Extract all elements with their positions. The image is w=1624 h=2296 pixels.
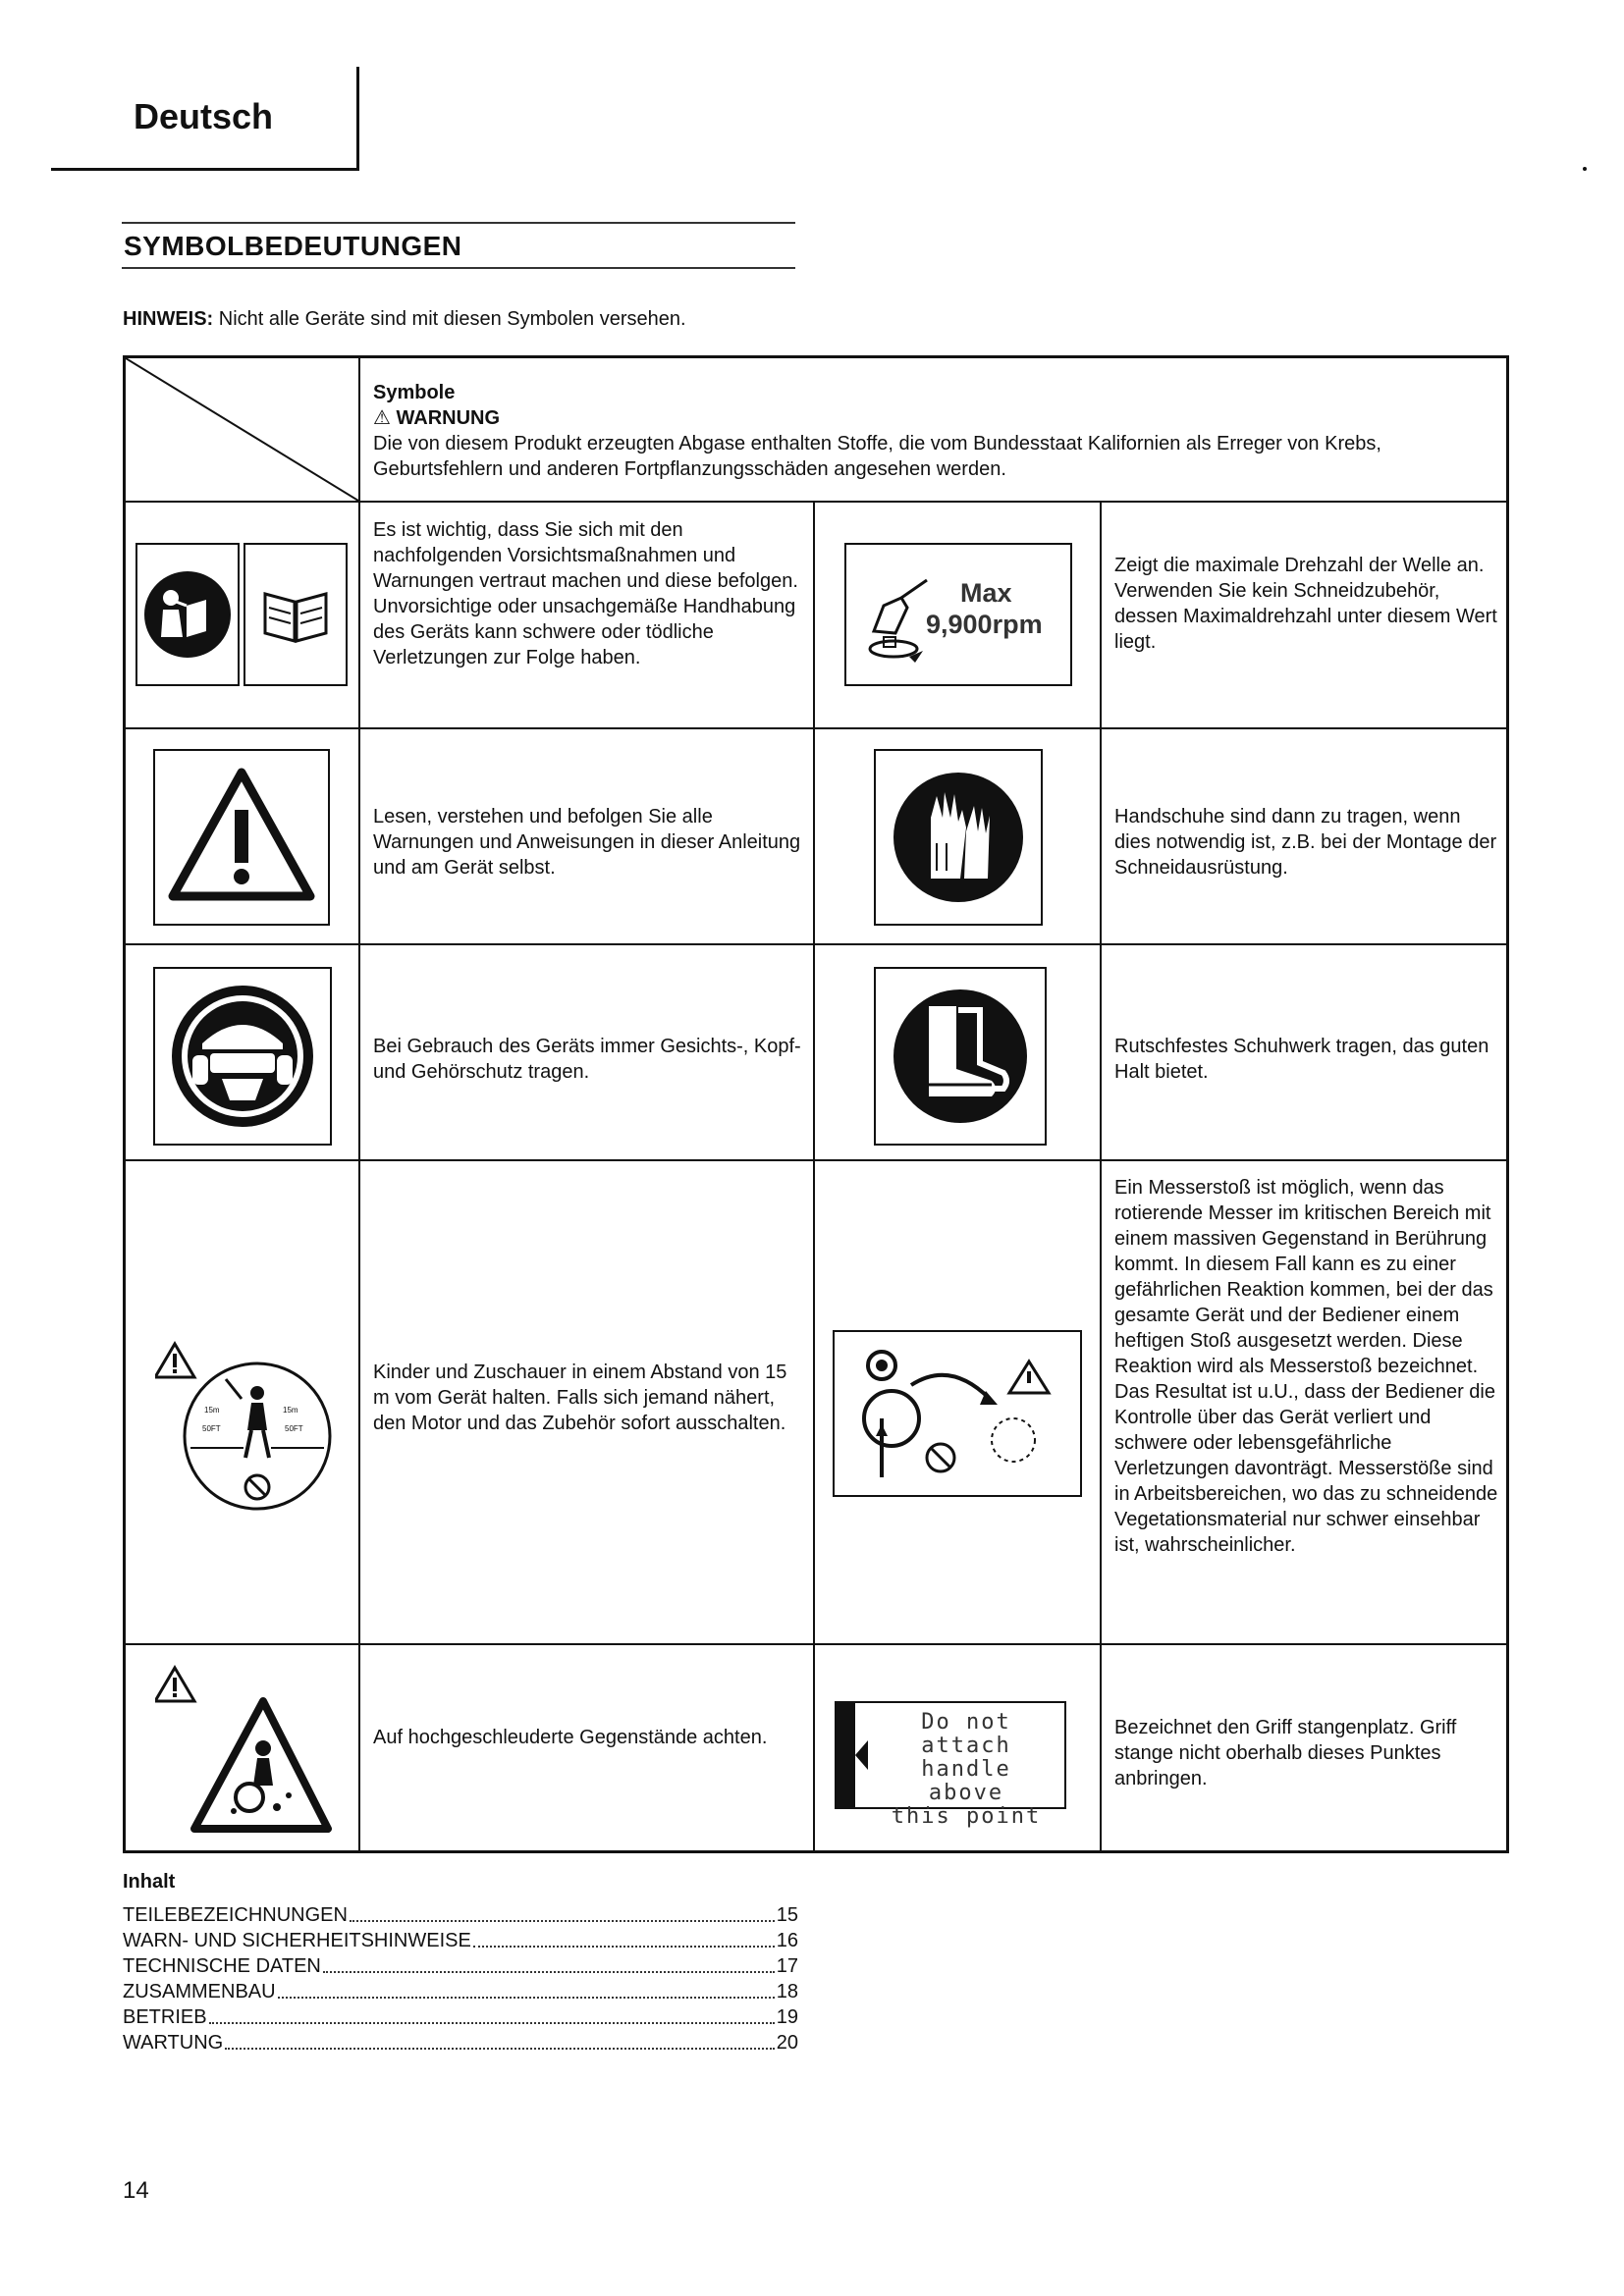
note-label: HINWEIS: [123,308,214,330]
toc-leader [278,1979,775,1999]
manual-book-icon [244,543,348,686]
warning-triangle-icon [153,749,330,926]
rpm-max-label: Max [960,578,1012,608]
section-heading [122,222,795,269]
handle-line3: this point [891,1804,1042,1829]
note-text: Nicht alle Geräte sind mit diesen Symbolen versehen. [213,308,686,330]
handle-line2: handle above [921,1757,1011,1805]
distance-15m-left: 15m [204,1406,220,1415]
header-diagonal [126,358,358,501]
safety-boots-icon [874,967,1047,1146]
distance-label-left-ft [202,1424,221,1433]
handle-label-text [878,1711,1055,1829]
toc-item-label: TEILEBEZEICHNUNGEN [123,1904,348,1926]
symbols-title: Symbole [373,382,456,403]
distance-label-left [204,1406,220,1415]
bystander-distance-icon [155,1340,334,1517]
row-divider [126,727,1506,729]
kickback-icon [833,1330,1082,1497]
handle-line1: Do not attach [921,1710,1011,1758]
toc-leader [209,2004,775,2024]
column-divider [358,358,360,1850]
row2-left-text: Lesen, verstehen und befolgen Sie alle Warnungen und Anweisungen in dieser Anleitung und am Gerät selbst. [373,806,801,879]
row-divider [126,1643,1506,1645]
toc-item-page: 19 [776,2006,798,2028]
distance-label-right [283,1406,298,1415]
toc-item-label: WARTUNG [123,2032,224,2054]
row-divider [126,1159,1506,1161]
page-number: 14 [123,2177,149,2204]
row1-left-text: Es ist wichtig, dass Sie sich mit den nachfolgenden Vorsichtsmaßnahmen und Warnungen vertraut machen und diese befolgen. Unvorsichtige oder unsachgemäße Handhabung des Geräts kann schwere oder tödliche Verletzungen zur Folge haben. [373,519,798,668]
row3-left-text: Bei Gebrauch des Geräts immer Gesichts-, Kopf- und Gehörschutz tragen. [373,1036,801,1083]
distance-50ft-left: 50FT [202,1424,221,1433]
toc-leader [323,1953,775,1973]
toc-leader [225,2030,775,2050]
head-protection-icon [153,967,332,1146]
rpm-value-label: 9,900rpm [926,610,1043,639]
row1-right-text: Zeigt die maximale Drehzahl der Welle an. Verwenden Sie kein Schneidzubehör, dessen Maximaldrehzahl unter diesem Wert liegt. [1114,555,1497,653]
row5-right-text: Bezeichnet den Griff stangenplatz. Griff stange nicht oberhalb dieses Punktes anbringen. [1114,1717,1457,1789]
toc-item[interactable] [123,1928,798,1953]
warning-label: WARNUNG [396,407,501,429]
symbol-table [123,355,1509,1853]
contents-title: Inhalt [123,1871,176,1893]
column-divider [813,501,815,1850]
row3-right-text: Rutschfestes Schuhwerk tragen, das guten Halt bietet. [1114,1036,1489,1083]
toc-leader [350,1902,775,1922]
warning-text: Die von diesem Produkt erzeugten Abgase enthalten Stoffe, die vom Bundesstaat Kalifornien als Erreger von Krebs, Geburtsfehlern und anderen Fortpflanzungsschäden angesehen werden. [373,433,1381,480]
page-mark [1583,167,1587,171]
toc-item[interactable] [123,2004,798,2030]
gloves-icon [874,749,1043,926]
row5-left-text: Auf hochgeschleuderte Gegenstände achten. [373,1727,768,1748]
row-divider [126,501,1506,503]
warning-heading [373,405,1492,431]
warning-icon: ⚠ [373,407,391,429]
thrown-objects-icon [155,1664,332,1837]
row4-right-text: Ein Messerstoß ist möglich, wenn das rotierende Messer im kritischen Bereich mit einem massiven Gegenstand in Berührung kommt. In diesem Fall kann es zu einer gefährlichen Reaktion kommen, bei der das gesamte Gerät und der Bediener einem heftigen Stoß ausgesetzt werden. Diese Reaktion wird als Messerstoß bezeichnet. Das Resultat ist u.U., dass der Bediener die Kontrolle über das Gerät verliert und schwere oder lebensgefährliche Verletzungen davonträgt. Messerstöße sind in Arbeitsbereichen, wo das zu schneidende Vegetationsmaterial nur schwer einsehbar ist, wahrscheinlicher. [1114,1177,1498,1556]
toc-item-label: ZUSAMMENBAU [123,1981,276,2002]
row2-right-text: Handschuhe sind dann zu tragen, wenn dies notwendig ist, z.B. bei der Montage der Schneidausrüstung. [1114,806,1497,879]
read-manual-icon [135,543,240,686]
table-of-contents [123,1902,798,2056]
row-divider [126,943,1506,945]
toc-item-page: 15 [776,1904,798,1926]
note [123,308,686,331]
toc-item-page: 16 [776,1930,798,1951]
section-title: SYMBOLBEDEUTUNGEN [124,231,462,261]
distance-50ft-right: 50FT [285,1424,303,1433]
toc-item[interactable] [123,2030,798,2056]
toc-leader [473,1928,775,1948]
distance-15m-right: 15m [283,1406,298,1415]
toc-item[interactable] [123,1953,798,1979]
toc-item-page: 17 [776,1955,798,1977]
header-cell [373,380,1492,482]
toc-item[interactable] [123,1979,798,2004]
language-tab [51,67,359,171]
toc-item[interactable] [123,1902,798,1928]
row4-left-text: Kinder und Zuschauer in einem Abstand von 15 m vom Gerät halten. Falls sich jemand nähert, den Motor und das Zubehör sofort ausschalten. [373,1362,787,1434]
toc-item-page: 18 [776,1981,798,2002]
toc-item-label: TECHNISCHE DATEN [123,1955,321,1977]
language-label: Deutsch [134,96,274,136]
distance-label-right-ft [285,1424,303,1433]
toc-item-label: WARN- UND SICHERHEITSHINWEISE [123,1930,471,1951]
toc-item-page: 20 [776,2032,798,2054]
toc-item-label: BETRIEB [123,2006,207,2028]
column-divider [1100,501,1102,1850]
